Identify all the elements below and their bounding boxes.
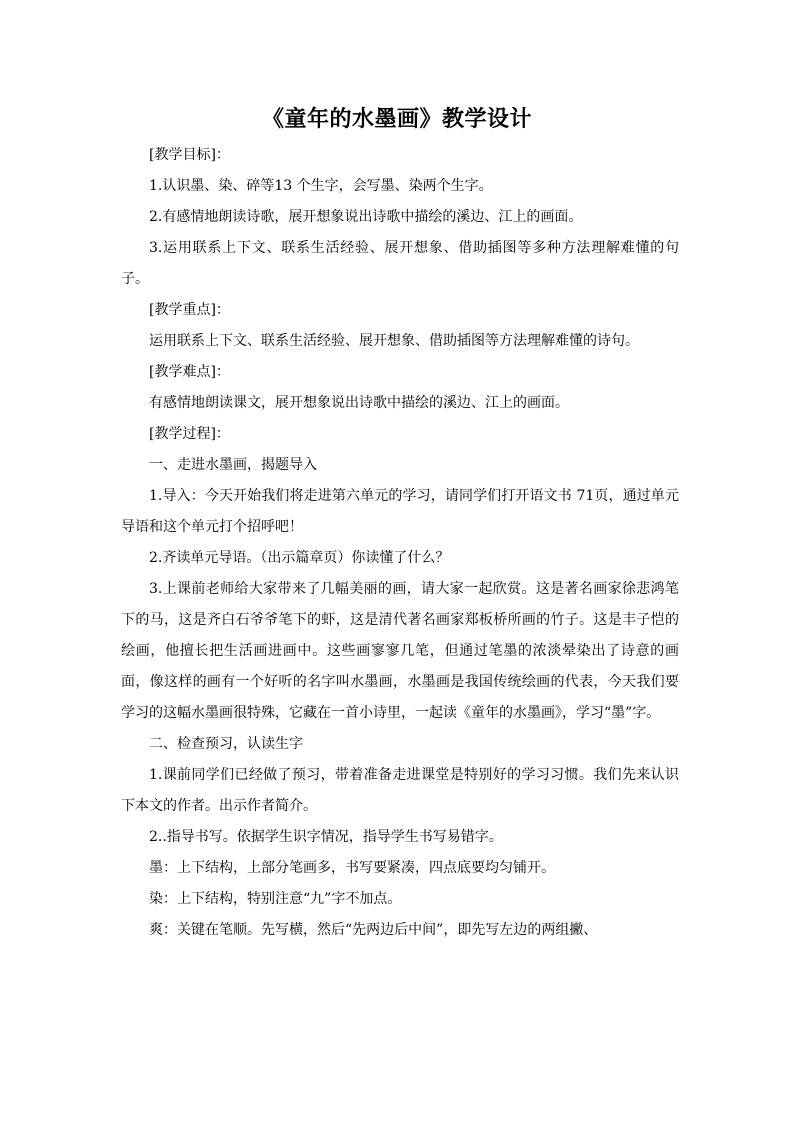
heading-objectives: [教学目标]：: [149, 147, 230, 163]
objective-2: 2.有感情地朗读诗歌，展开想象说出诗歌中描绘的溪边、江上的画面。: [149, 209, 583, 225]
section-2-step-1: 1.课前同学们已经做了预习，带着准备走进课堂是特别好的学习习惯。我们先来认识下本文的作者。出示作者简介。: [121, 767, 679, 814]
section-1-step-1: 1.导入：今天开始我们将走进第六单元的学习，请同学们打开语文书 71页，通过单元导语和这个单元打个招呼吧！: [121, 488, 679, 535]
heading-key-points: [教学重点]：: [149, 302, 230, 318]
key-points-text: 运用联系上下文、联系生活经验、展开想象、借助插图等方法理解难懂的诗句。: [149, 333, 639, 349]
char-note-mo: 墨：上下结构，上部分笔画多，书写要紧凑，四点底要均匀铺开。: [149, 860, 555, 876]
section-1-step-3: 3.上课前老师给大家带来了几幅美丽的画，请大家一起欣赏。这是著名画家徐悲鸿笔下的马，这是齐白石爷爷笔下的虾，这是清代著名画家郑板桥所画的竹子。这是丰子恺的绘画，他擅长把生活画进画中。这些画寥寥几笔，但通过笔墨的浓淡晕染出了诗意的画面，像这样的画有一个好听的名字叫水墨画，水墨画是我国传统绘画的代表，今天我们要学习的这幅水墨画很特殊，它藏在一首小诗里，一起读《童年的水墨画》，学习“墨”字。: [121, 581, 679, 721]
heading-difficulties: [教学难点]：: [149, 364, 230, 380]
section-1-step-2: 2.齐读单元导语。（出示篇章页）你读懂了什么？: [149, 550, 450, 566]
section-2-step-2: 2..指导书写。依据学生识字情况，指导学生书写易错字。: [149, 829, 503, 845]
section-2-heading: 二、检查预习，认读生字: [149, 736, 303, 752]
section-1-heading: 一、走进水墨画，揭题导入: [149, 457, 317, 473]
char-note-ran: 染：上下结构，特别注意“九”字不加点。: [149, 891, 402, 907]
heading-process: [教学过程]：: [149, 426, 230, 442]
char-note-shuang: 爽：关键在笔顺。先写横，然后“先两边后中间”，即先写左边的两组撇、: [149, 922, 598, 938]
document-body: [121, 140, 679, 946]
document-title: 《童年的水墨画》教学设计: [261, 107, 532, 132]
objective-1: 1.认识墨、染、碎等13 个生字，会写墨、染两个生字。: [149, 178, 493, 194]
objective-3: 3.运用联系上下文、联系生活经验、展开想象、借助插图等多种方法理解难懂的句子。: [121, 240, 679, 287]
difficulties-text: 有感情地朗读课文，展开想象说出诗歌中描绘的溪边、江上的画面。: [149, 395, 569, 411]
